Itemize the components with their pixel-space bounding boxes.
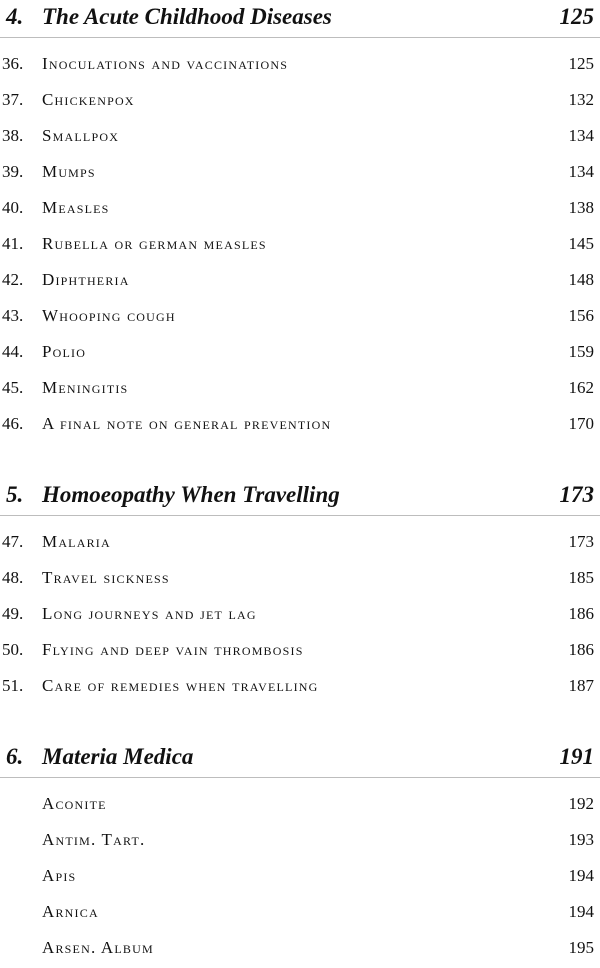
entry-page-number: 195 bbox=[568, 938, 594, 957]
chapter-5-section bbox=[0, 478, 600, 695]
chapter-6-section bbox=[0, 740, 600, 957]
entry-page-number: 148 bbox=[568, 270, 594, 289]
entry-title: Polio bbox=[42, 342, 87, 361]
entry-title: Measles bbox=[42, 198, 110, 217]
toc-entry[interactable] bbox=[0, 408, 600, 444]
entry-number: 50. bbox=[2, 640, 24, 659]
entry-number: 45. bbox=[2, 378, 24, 397]
entry-number: 38. bbox=[2, 126, 24, 145]
chapter-page-number: 191 bbox=[559, 744, 594, 769]
entry-title: Antim. Tart. bbox=[42, 830, 146, 849]
entry-title: Rubella or german measles bbox=[42, 234, 267, 253]
chapter-divider bbox=[0, 37, 600, 38]
entry-title: Inoculations and vaccinations bbox=[42, 54, 289, 73]
toc-entry[interactable] bbox=[0, 372, 600, 408]
chapter-title: The Acute Childhood Diseases bbox=[42, 4, 332, 29]
chapter-divider bbox=[0, 777, 600, 778]
entry-page-number: 173 bbox=[568, 532, 594, 551]
entry-page-number: 194 bbox=[568, 902, 594, 921]
toc-entry[interactable] bbox=[0, 896, 600, 932]
entry-page-number: 194 bbox=[568, 866, 594, 885]
entry-title: Smallpox bbox=[42, 126, 120, 145]
toc-entry[interactable] bbox=[0, 562, 600, 598]
entry-title: Long journeys and jet lag bbox=[42, 604, 257, 623]
toc-entry[interactable] bbox=[0, 300, 600, 336]
entry-page-number: 192 bbox=[568, 794, 594, 813]
entry-title: Arsen. Album bbox=[42, 938, 154, 957]
chapter-title: Materia Medica bbox=[42, 744, 194, 769]
entry-page-number: 125 bbox=[568, 54, 594, 73]
entry-page-number: 187 bbox=[568, 676, 594, 695]
entry-page-number: 134 bbox=[568, 162, 594, 181]
chapter-entries bbox=[0, 48, 600, 444]
toc-entry[interactable] bbox=[0, 788, 600, 824]
toc-entry[interactable] bbox=[0, 526, 600, 562]
chapter-number: 6. bbox=[6, 744, 24, 769]
entry-title: Malaria bbox=[42, 532, 111, 551]
toc-entry[interactable] bbox=[0, 670, 600, 706]
toc-entry[interactable] bbox=[0, 824, 600, 860]
entry-number: 48. bbox=[2, 568, 24, 587]
entry-page-number: 170 bbox=[568, 414, 594, 433]
entry-number: 40. bbox=[2, 198, 24, 217]
toc-entry[interactable] bbox=[0, 156, 600, 192]
entry-page-number: 186 bbox=[568, 604, 594, 623]
entry-page-number: 134 bbox=[568, 126, 594, 145]
toc-entry[interactable] bbox=[0, 932, 600, 968]
entry-number: 44. bbox=[2, 342, 24, 361]
entry-page-number: 159 bbox=[568, 342, 594, 361]
entry-title: Whooping cough bbox=[42, 306, 176, 325]
entry-title: Mumps bbox=[42, 162, 96, 181]
toc-entry[interactable] bbox=[0, 860, 600, 896]
chapter-entries bbox=[0, 526, 600, 706]
entry-title: Apis bbox=[42, 866, 77, 885]
chapter-page-number: 173 bbox=[559, 482, 594, 507]
chapter-heading bbox=[0, 740, 600, 780]
entry-number: 49. bbox=[2, 604, 24, 623]
entry-title: Aconite bbox=[42, 794, 107, 813]
chapter-divider bbox=[0, 515, 600, 516]
entry-page-number: 186 bbox=[568, 640, 594, 659]
toc-entry[interactable] bbox=[0, 84, 600, 120]
entry-page-number: 185 bbox=[568, 568, 594, 587]
entry-title: Arnica bbox=[42, 902, 99, 921]
entry-page-number: 193 bbox=[568, 830, 594, 849]
entry-number: 36. bbox=[2, 54, 24, 73]
entry-page-number: 132 bbox=[568, 90, 594, 109]
entry-title: Flying and deep vain thrombosis bbox=[42, 640, 304, 659]
chapter-page-number: 125 bbox=[559, 4, 594, 29]
entry-title: Diphtheria bbox=[42, 270, 130, 289]
entry-number: 41. bbox=[2, 234, 24, 253]
entry-number: 51. bbox=[2, 676, 24, 695]
chapter-4-section bbox=[0, 0, 600, 433]
entry-title: Chickenpox bbox=[42, 90, 135, 109]
entry-title: A final note on general prevention bbox=[42, 414, 332, 433]
toc-entry[interactable] bbox=[0, 192, 600, 228]
entry-number: 46. bbox=[2, 414, 24, 433]
chapter-number: 4. bbox=[6, 4, 24, 29]
chapter-entries bbox=[0, 788, 600, 968]
entry-number: 39. bbox=[2, 162, 24, 181]
entry-page-number: 156 bbox=[568, 306, 594, 325]
chapter-title: Homoeopathy When Travelling bbox=[42, 482, 340, 507]
entry-page-number: 138 bbox=[568, 198, 594, 217]
chapter-heading bbox=[0, 0, 600, 40]
entry-title: Travel sickness bbox=[42, 568, 170, 587]
entry-number: 42. bbox=[2, 270, 24, 289]
toc-entry[interactable] bbox=[0, 264, 600, 300]
entry-number: 47. bbox=[2, 532, 24, 551]
chapter-number: 5. bbox=[6, 482, 24, 507]
entry-number: 37. bbox=[2, 90, 24, 109]
toc-entry[interactable] bbox=[0, 48, 600, 84]
toc-entry[interactable] bbox=[0, 228, 600, 264]
entry-number: 43. bbox=[2, 306, 24, 325]
toc-entry[interactable] bbox=[0, 336, 600, 372]
chapter-heading bbox=[0, 478, 600, 518]
entry-page-number: 162 bbox=[568, 378, 594, 397]
entry-title: Meningitis bbox=[42, 378, 129, 397]
toc-entry[interactable] bbox=[0, 634, 600, 670]
entry-title: Care of remedies when travelling bbox=[42, 676, 319, 695]
toc-entry[interactable] bbox=[0, 598, 600, 634]
toc-entry[interactable] bbox=[0, 120, 600, 156]
entry-page-number: 145 bbox=[568, 234, 594, 253]
